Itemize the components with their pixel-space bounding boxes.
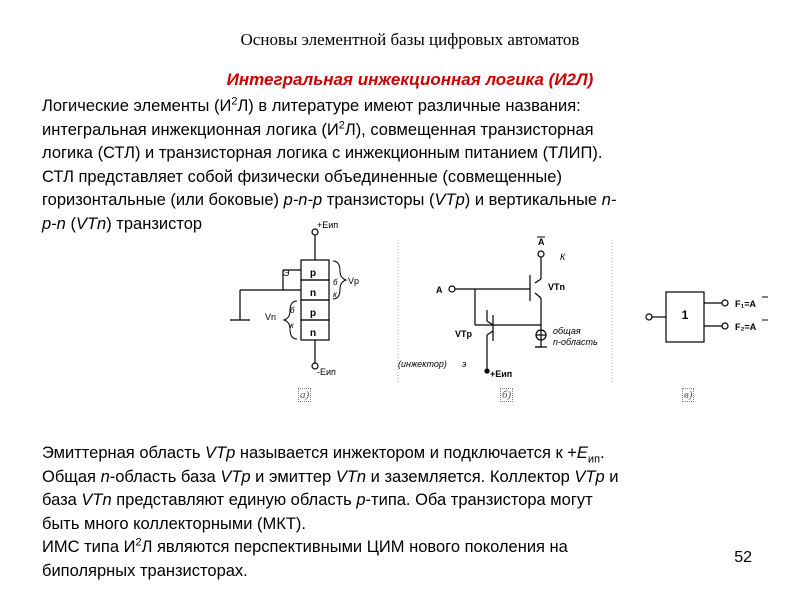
circuit-diagrams bbox=[0, 215, 800, 415]
collector-label: к bbox=[333, 290, 337, 299]
k-label: К bbox=[560, 252, 566, 262]
diagram-b-supply: +Еип bbox=[490, 369, 513, 379]
text-line: Логические элементы $(И^2Л)$ в литературе имеют различные названия: bbox=[42, 95, 581, 115]
region-label: общая bbox=[553, 326, 581, 336]
vtn-label: VTn bbox=[548, 282, 565, 292]
text-line: ИМС типа $И^2Л$ являются перспективными ЦИМ нового поколения на bbox=[42, 536, 568, 556]
text-line: горизонтальные (или боковые) p-n-p транзисторы (VTp) и вертикальные n- bbox=[42, 191, 617, 209]
bottom-paragraph bbox=[42, 442, 762, 583]
text-line: СТЛ представляет собой физически объединенные (совмещенные) bbox=[42, 167, 562, 186]
text-line: база VTn представляют единую область p-типа. Оба транзистора могут bbox=[42, 491, 593, 509]
out1-label: F₁=A bbox=[735, 299, 756, 309]
text-line: p-n (VTn) транзистор bbox=[42, 214, 203, 233]
gate-label: 1 bbox=[681, 308, 689, 322]
page-number: 52 bbox=[734, 549, 752, 566]
vtp-label: VTp bbox=[455, 329, 472, 339]
base-label: б bbox=[333, 278, 338, 287]
base-label: б bbox=[290, 306, 295, 315]
text-line: интегральная инжекционная логика $(И^2Л)$, совмещенная транзисторная bbox=[42, 119, 594, 139]
region-label: n-область bbox=[553, 337, 598, 347]
layer-label: n bbox=[309, 288, 317, 299]
text-line: Общая n-область база VTp и эмиттер VTn и заземляется. Коллектор VTp и bbox=[42, 467, 619, 486]
caption-b: б) bbox=[502, 389, 512, 401]
caption-c: в) bbox=[684, 389, 693, 401]
slide-header: Основы элементной базы цифровых автоматов bbox=[240, 30, 580, 49]
input-a-label: A bbox=[436, 285, 443, 295]
out2-label: F₂=A bbox=[735, 322, 757, 332]
text-line: быть много коллекторными (МКТ). bbox=[42, 514, 306, 533]
text-line: биполярных транзисторах. bbox=[42, 561, 248, 580]
injector-label: (инжектор) bbox=[398, 359, 447, 369]
caption-a: а) bbox=[300, 389, 310, 401]
vn-label: Vn bbox=[265, 312, 277, 322]
diagram-a-top-supply: +Еип bbox=[317, 220, 339, 230]
emitter-label: Э bbox=[283, 268, 290, 278]
layer-label: n bbox=[309, 328, 317, 339]
vp-label: Vp bbox=[348, 276, 360, 286]
e-label: э bbox=[462, 359, 467, 369]
diagram-a-bottom-supply: -Еип bbox=[317, 367, 336, 377]
diagram-b-circuit bbox=[449, 251, 547, 373]
diagram-a-structure bbox=[230, 229, 346, 369]
output-a-label: A bbox=[538, 237, 545, 247]
text-line: Эмиттерная область VTp называется инжектором и подключается $к +E_{ип}$. bbox=[42, 444, 605, 466]
collector-label: к bbox=[290, 321, 294, 330]
slide-title: Интегральная инжекционная логика (И2Л) bbox=[226, 70, 594, 89]
text-line: логика (СТЛ) и транзисторная логика с инжекционным питанием (ТЛИП). bbox=[42, 144, 603, 162]
layer-label: p bbox=[309, 268, 317, 279]
layer-label: p bbox=[309, 308, 317, 319]
